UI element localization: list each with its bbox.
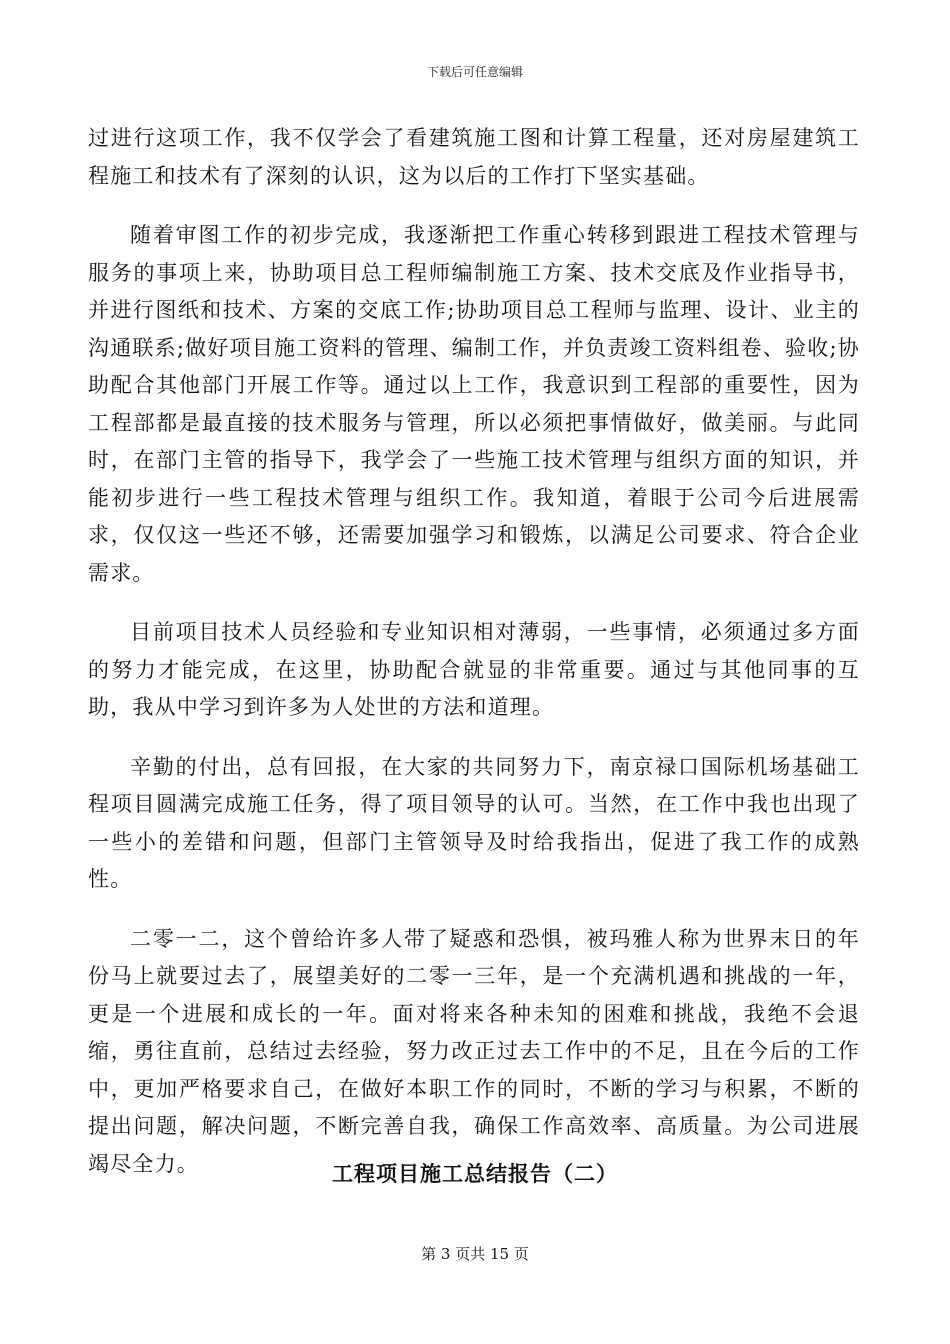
paragraph-continuation: 过进行这项工作，我不仅学会了看建筑施工图和计算工程量，还对房屋建筑工程施工和技术有了深刻的认识，这为以后的工作打下坚实基础。: [88, 126, 860, 188]
page-header: 下载后可任意编辑: [426, 65, 523, 79]
paragraph: 辛勤的付出，总有回报，在大家的共同努力下，南京禄口国际机场基础工程项目圆满完成施工任务，得了项目领导的认可。当然，在工作中我也出现了一些小的差错和问题，但部门主管领导及时给我指出，促进了我工作的成熟性。: [88, 754, 860, 891]
document-body: [88, 120, 860, 1205]
page-number: 第 3 页共 15 页: [421, 1245, 529, 1263]
paragraph: 目前项目技术人员经验和专业知识相对薄弱，一些事情，必须通过多方面的努力才能完成，在这里，协助配合就显的非常重要。通过与其他同事的互助，我从中学习到许多为人处世的方法和道理。: [88, 620, 860, 719]
paragraph: 二零一二，这个曾给许多人带了疑惑和恐惧，被玛雅人称为世界末日的年份马上就要过去了，展望美好的二零一三年，是一个充满机遇和挑战的一年，更是一个进展和成长的一年。面对将来各种未知的困难和挑战，我绝不会退缩，勇往直前，总结过去经验，努力改正过去工作中的不足，且在今后的工作中，更加严格要求自己，在做好本职工作的同时，不断的学习与积累，不断的提出问题，解决问题，不断完善自我，确保工作高效率、高质量。为公司进展竭尽全力。: [88, 926, 860, 1176]
paragraph: 随着审图工作的初步完成，我逐渐把工作重心转移到跟进工程技术管理与服务的事项上来，协助项目总工程师编制施工方案、技术交底及作业指导书，并进行图纸和技术、方案的交底工作;协助项目总工程师与监理、设计、业主的沟通联系;做好项目施工资料的管理、编制工作，并负责竣工资料组卷、验收;协助配合其他部门开展工作等。通过以上工作，我意识到工程部的重要性，因为工程部都是最直接的技术服务与管理，所以必须把事情做好，做美丽。与此同时，在部门主管的指导下，我学会了一些施工技术管理与组织方面的知识，并能初步进行一些工程技术管理与组织工作。我知道，着眼于公司今后进展需求，仅仅这一些还不够，还需要加强学习和锻炼，以满足公司要求、符合企业需求。: [88, 223, 860, 585]
section-title: 工程项目施工总结报告（二）: [332, 1161, 618, 1186]
